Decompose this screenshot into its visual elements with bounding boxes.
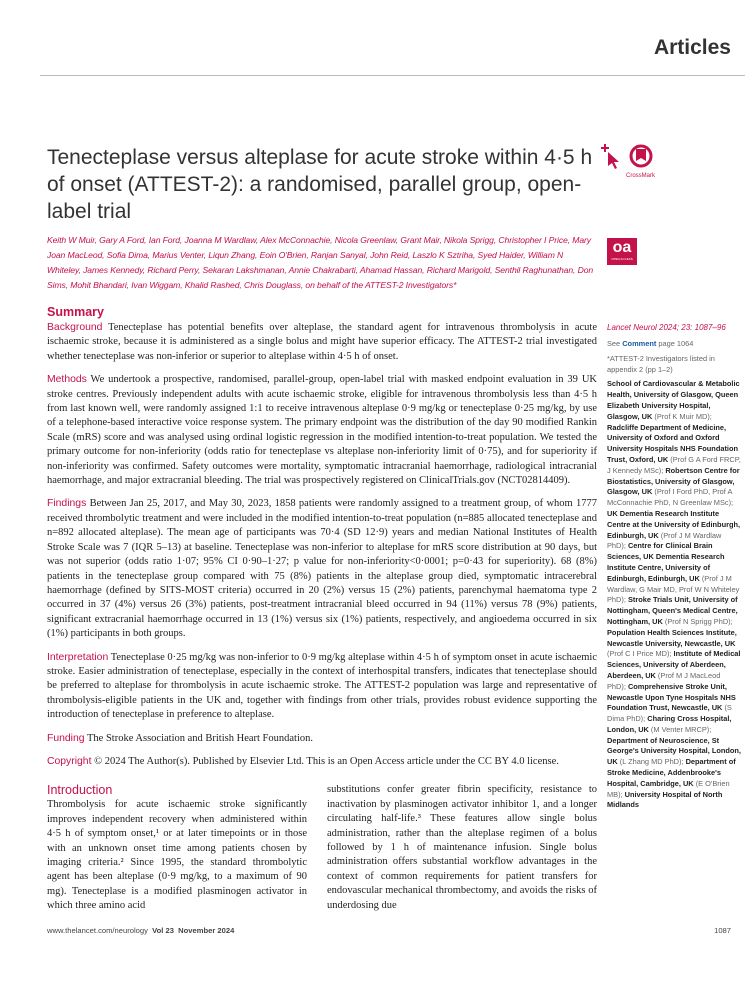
author-list: Keith W Muir, Gary A Ford, Ian Ford, Joanna M Wardlaw, Alex McConnachie, Nicola Greenlaw, Grant Mair, Nikola Sprigg, Christopher I Price, Mary Joan MacLeod, Sofia Dima, Marius Venter, Liqun Zhang, Eoin O'Brien, Ranjan Sanyal, John Reid, Laszlo K Sztriha, Syed Haider, William N Whiteley, James Kennedy, Richard Perry, Sekaran Lakshmanan, Annie Chakrabarti, Ahamad Hassan, Richard Marigold, Senthil Raghunathan, Don Sims, Mohit Bhandari, Ivan Wiggam, Khalid Rashed, Chris Douglass, on behalf of the ATTEST-2 Investigators* — [47, 235, 594, 290]
affiliation-institution: School of Cardiovascular & Metabolic Health, University of Glasgow, Queen Elizabeth University Hospital, Glasgow, UK — [607, 379, 740, 421]
copyright-text: © 2024 The Author(s). Published by Elsevier Ltd. This is an Open Access article under the CC BY 4.0 license. — [91, 755, 559, 767]
affiliation-authors: (Prof M J MacLeod PhD); — [607, 670, 721, 691]
affiliations — [607, 379, 741, 811]
affiliation-authors: (S Dima PhD); — [607, 703, 732, 724]
page-header — [0, 0, 745, 80]
background-label: Background — [47, 322, 103, 333]
affiliation-institution: Comprehensive Stroke Unit, Newcastle Upon Tyne Hospitals NHS Foundation Trust, Newcastle, UK — [607, 681, 736, 713]
affiliation-institution: Centre for Clinical Brain Sciences, UK Dementia Research Institute Centre, University of Edinburgh, Edinburgh, UK — [607, 541, 725, 583]
funding-label: Funding — [47, 732, 85, 744]
methods-text: We undertook a prospective, randomised, parallel-group, open-label trial with masked endpoint evaluation in 39 UK stroke centres. Previously independent adults with acute ischaemic stroke, eligible for intravenous thrombolysis less than 4·5 h from last known well, were randomly assigned 1:1 to receive intravenous alteplase 0·9 mg/kg or tenecteplase 0·25 mg/kg, by use of a telephone-based interactive voice response system. The primary endpoint was the distribution of the day 90 modified Rankin Scale (mRS) score and was analysed using ordinal logistic regression in the modified intention-to-treat population. We tested the primary outcome for non-inferiority (odds ratio for tenecteplase vs alteplase non-inferiority limit of 0·75), and for superiority if non-inferiority was confirmed. Safety outcomes were mortality, symptomatic intracranial haemorrhage, radiological intracranial haemorrhage, and major extracranial bleeding. The trial was prospectively registered on ClinicalTrials.gov (NCT02814409). — [47, 374, 597, 487]
abstract-methods — [47, 373, 597, 488]
affiliation-institution: UK Dementia Research Institute Centre at the University of Edinburgh, Edinburgh, UK — [607, 508, 741, 540]
introduction-section — [47, 783, 597, 913]
affiliation-institution: Population Health Sciences Institute, Newcastle University, Newcastle, UK — [607, 627, 737, 648]
crossmark-label: CrossMark — [626, 173, 656, 179]
affiliation-authors: (Prof J M Wardlaw PhD); — [607, 530, 722, 551]
article-title: Tenecteplase versus alteplase for acute stroke within 4·5 h of onset (ATTEST-2): a randomised, parallel group, open-label trial — [47, 146, 593, 223]
interpretation-label: Interpretation — [47, 651, 109, 663]
oa-logo: oa — [612, 239, 632, 256]
page-number: 1087 — [714, 925, 731, 935]
journal-url[interactable]: www.thelancet.com/neurology — [47, 925, 148, 935]
abstract-background — [47, 321, 597, 364]
affiliation-institution: Stroke Trials Unit, University of Nottingham, Queen's Medical Centre, Nottingham, UK — [607, 595, 738, 626]
open-access-badge[interactable] — [607, 238, 637, 265]
affiliation-authors: (M Venter MRCP); — [648, 724, 712, 734]
funding-text: The Stroke Association and British Heart Foundation. — [84, 732, 314, 744]
main-column — [47, 144, 597, 914]
page-footer — [0, 914, 745, 945]
journal-citation: Lancet Neurol 2024; 23: 1087–96 — [607, 323, 726, 332]
background-text: Tenecteplase has potential benefits over alteplase, the standard agent for intravenous thrombolysis in acute ischaemic stroke, because it is administered as a single bolus and might have superior efficacy. The ATTEST-2 trial investigated whether tenecteplase was non-inferior or superior to alteplase within 4·5 h of onset. — [47, 322, 597, 362]
header-rule — [40, 75, 745, 76]
affiliation-institution: Radcliffe Department of Medicine, University of Oxford and Oxford University Hospitals NHS Foundation Trust, Oxford, UK — [607, 422, 738, 464]
affiliation-authors: (L Zhang MD PhD); — [617, 757, 686, 767]
affiliation-institution: Robertson Centre for Biostatistics, University of Glasgow, Glasgow, UK — [607, 465, 740, 497]
issue-date: November 2024 — [178, 925, 235, 935]
affiliation-authors: (Prof C I Price MD); — [607, 649, 674, 659]
affiliation-authors: (Prof N Sprigg PhD); — [662, 616, 733, 626]
page-body — [0, 80, 745, 914]
affiliation-institution: Charing Cross Hospital, London, UK — [607, 714, 732, 734]
methods-label: Methods — [47, 374, 87, 386]
findings-text: Between Jan 25, 2017, and May 30, 2023, 1858 patients were randomly assigned to a treatment group, of whom 1777 received thrombolytic treatment and were included in the modified intention-to-treat population (n=885 allocated tenecteplase and n=892 allocated alteplase). The mean age of participants was 70·4 (SD 12·9) years and median National Institutes of Health Stroke Scale was 7 (IQR 5–13) at baseline. Tenecteplase was non-inferior to alteplase for mRS score distribution at 90 days, but was not superior (odds ratio 1·07; 95% CI 0·90–1·27; p value for non-inferiority<0·0001; p=0·43 for superiority). 68 (8%) patients in the tenecteplase group compared with 75 (8%) patients in the alteplase group died, symptomatic intracerebral haemorrhage (defined by SITS-MOST criteria) occurred in 20 (2%) versus 15 (2%) patients, parenchymal haematoma type 2 occurred in 37 (4%) versus 26 (3%) patients, post-treatment intracranial bleed occurred in 94 (11%) versus 78 (9%) patients, significant extracranial haemorrhage occurred in 13 (1%) versus six (1%) patients, respectively, and angioedema occurred in six (1%) participants in both groups. — [47, 498, 597, 640]
interpretation-text: Tenecteplase 0·25 mg/kg was non-inferior to 0·9 mg/kg alteplase within 4·5 h of symptom onset in acute ischaemic stroke. Easier administration of tenecteplase, especially in the context of interhospital transfers, indicates that tenecteplase should be preferred to alteplase for thrombolysis in acute ischaemic stroke. The ATTEST-2 population was large and representative of thrombolysis-eligible patients in the UK and, together with findings from other trials, provides robust evidence supporting the introduction of tenecteplase in preference to alteplase. — [47, 651, 597, 721]
copyright-label: Copyright — [47, 755, 92, 767]
investigators-note: *ATTEST-2 Investigators listed in appendix 2 (pp 1–2) — [607, 353, 715, 374]
abstract-funding — [47, 732, 597, 746]
abstract-interpretation — [47, 651, 597, 723]
oa-sublabel: OPEN ACCESS — [611, 257, 633, 261]
affiliation-authors: (E O'Brien MB); — [607, 778, 730, 799]
affiliation-institution: Institute of Medical Sciences, University of Aberdeen, Aberdeen, UK — [607, 649, 741, 680]
abstract-findings — [47, 497, 597, 641]
introduction-left — [47, 783, 307, 913]
affiliation-authors: (Prof K Muir MD); — [652, 411, 712, 421]
affiliation-authors: (Prof I Ford PhD, Prof A McConnachie PhD, N Greenlaw MSc); — [607, 487, 734, 508]
introduction-column-1: Thrombolysis for acute ischaemic stroke significantly improves independent recovery when administered within 4·5 h of symptom onset,¹ or at later timepoints or in those with an unknown onset time among patients chosen by imaging criteria.² Since 1995, the standard thrombolytic agent has been alteplase (0·9 mg/kg, to a maximum of 90 mg). Tenecteplase is a modified plasminogen activator in which three amino acid — [47, 799, 307, 912]
section-header: Articles — [653, 36, 731, 59]
affiliation-authors: (Prof G A Ford FRCP, J Kennedy MSc); — [607, 454, 741, 475]
findings-label: Findings — [47, 498, 87, 510]
volume: Vol 23 — [152, 925, 174, 935]
affiliation-authors: (Prof J M Wardlaw, G Mair MD, Prof W N Whiteley PhD); — [607, 573, 740, 605]
see-text: See — [607, 339, 623, 348]
footer-left — [47, 926, 234, 935]
introduction-column-2: substitutions confer greater fibrin specificity, resistance to inactivation by plasminogen activator inhibitor 1, and a longer circulating half-life.³ These features allow single bolus administration, rather than the alteplase regimen of a bolus followed by 1 h of maintenance infusion. Single bolus administration offers substantial workflow advantages in the context of common requirements for patient transfers for endovascular mechanical thrombectomy, and avoids the risks of underdosing due — [327, 784, 597, 911]
comment-link[interactable]: Comment — [622, 339, 657, 348]
abstract-copyright — [47, 755, 597, 769]
sidebar — [607, 144, 741, 914]
comment-page: page 1064 — [656, 339, 694, 348]
affiliation-institution: Department of Neuroscience, St George's University Hospital, London, UK — [607, 735, 741, 767]
summary-heading: Summary — [47, 305, 104, 319]
comment-reference — [607, 339, 741, 350]
affiliation-institution: Department of Stroke Medicine, Addenbrooke's Hospital, Cambridge, UK — [607, 757, 736, 788]
introduction-heading: Introduction — [47, 783, 113, 798]
affiliation-institution: University Hospital of North Midlands — [607, 789, 723, 810]
crossmark-badge[interactable] — [598, 144, 660, 184]
